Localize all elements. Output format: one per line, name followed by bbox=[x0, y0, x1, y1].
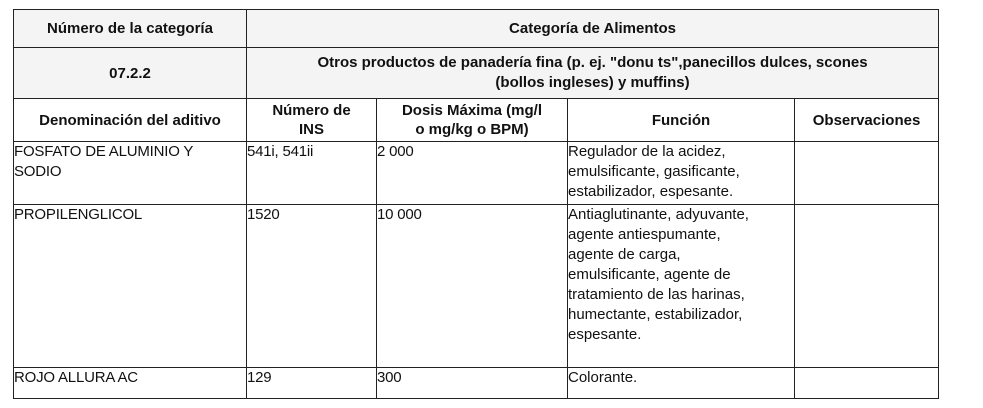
ins-column-label-line2: INS bbox=[298, 121, 324, 138]
additive-name-line1: FOSFATO DE ALUMINIO Y bbox=[14, 143, 194, 160]
ins-column-header bbox=[247, 99, 377, 142]
observations-cell bbox=[795, 142, 939, 205]
function-line: emulsificante, agente de bbox=[568, 266, 731, 283]
function-column-label: Función bbox=[651, 111, 711, 129]
observations-column-header bbox=[795, 99, 939, 142]
ins-column-label-line1: Número de bbox=[272, 102, 351, 119]
additive-cell bbox=[14, 142, 247, 205]
additive-name-line1: PROPILENGLICOL bbox=[14, 206, 143, 223]
table-row bbox=[14, 205, 939, 368]
dose-column-label-line2: o mg/kg o BPM) bbox=[415, 121, 529, 138]
additive-column-header bbox=[14, 99, 247, 142]
additive-cell bbox=[14, 205, 247, 368]
function-line: Regulador de la acidez, bbox=[568, 143, 726, 160]
function-cell bbox=[568, 142, 795, 205]
table-row bbox=[14, 142, 939, 205]
dose-value: 2 000 bbox=[377, 143, 414, 160]
dose-cell bbox=[377, 142, 568, 205]
function-line: agente de carga, bbox=[568, 246, 681, 263]
category-number-header bbox=[14, 10, 247, 48]
dose-column-header bbox=[377, 99, 568, 142]
dose-value: 300 bbox=[377, 369, 402, 386]
function-cell bbox=[568, 368, 795, 399]
function-line: agente antiespumante, bbox=[568, 226, 721, 243]
function-line: tratamiento de las harinas, bbox=[568, 286, 745, 303]
category-header-row bbox=[14, 10, 939, 48]
column-header-row bbox=[14, 99, 939, 142]
dose-cell bbox=[377, 205, 568, 368]
dose-cell bbox=[377, 368, 568, 399]
dose-column-label-line1: Dosis Máxima (mg/l bbox=[401, 102, 543, 119]
category-number: 07.2.2 bbox=[109, 64, 151, 82]
category-number-label: Número de la categoría bbox=[47, 20, 213, 37]
function-line: espesante. bbox=[568, 326, 642, 343]
observations-column-label: Observaciones bbox=[812, 111, 921, 129]
observations-cell bbox=[795, 368, 939, 399]
additive-name-line2: SODIO bbox=[14, 163, 62, 180]
food-category-label: Categoría de Alimentos bbox=[509, 20, 677, 37]
function-column-header bbox=[568, 99, 795, 142]
category-description-cell bbox=[247, 48, 939, 99]
table-row bbox=[14, 368, 939, 399]
function-line: humectante, estabilizador, bbox=[568, 306, 743, 323]
ins-cell bbox=[247, 368, 377, 399]
function-cell bbox=[568, 205, 795, 368]
food-category-header bbox=[247, 10, 939, 48]
additive-column-label: Denominación del aditivo bbox=[39, 111, 221, 129]
function-line: emulsificante, gasificante, bbox=[568, 163, 740, 180]
ins-value: 129 bbox=[247, 369, 272, 386]
category-description-line1: Otros productos de panadería fina (p. ej. "donu ts",panecillos dulces, scones bbox=[317, 54, 868, 71]
function-line: Colorante. bbox=[568, 369, 638, 386]
category-description-line2: (bollos ingleses) y muffins) bbox=[495, 74, 690, 91]
ins-cell bbox=[247, 205, 377, 368]
observations-cell bbox=[795, 205, 939, 368]
category-detail-row bbox=[14, 48, 939, 99]
function-line: estabilizador, espesante. bbox=[568, 183, 734, 200]
category-number-cell bbox=[14, 48, 247, 99]
function-line: Antiaglutinante, adyuvante, bbox=[568, 206, 749, 223]
food-additives-table bbox=[13, 9, 939, 399]
ins-value: 1520 bbox=[247, 206, 280, 223]
additive-cell bbox=[14, 368, 247, 399]
additive-name-line1: ROJO ALLURA AC bbox=[14, 369, 138, 386]
dose-value: 10 000 bbox=[377, 206, 422, 223]
ins-value: 541i, 541ii bbox=[247, 143, 314, 160]
ins-cell bbox=[247, 142, 377, 205]
